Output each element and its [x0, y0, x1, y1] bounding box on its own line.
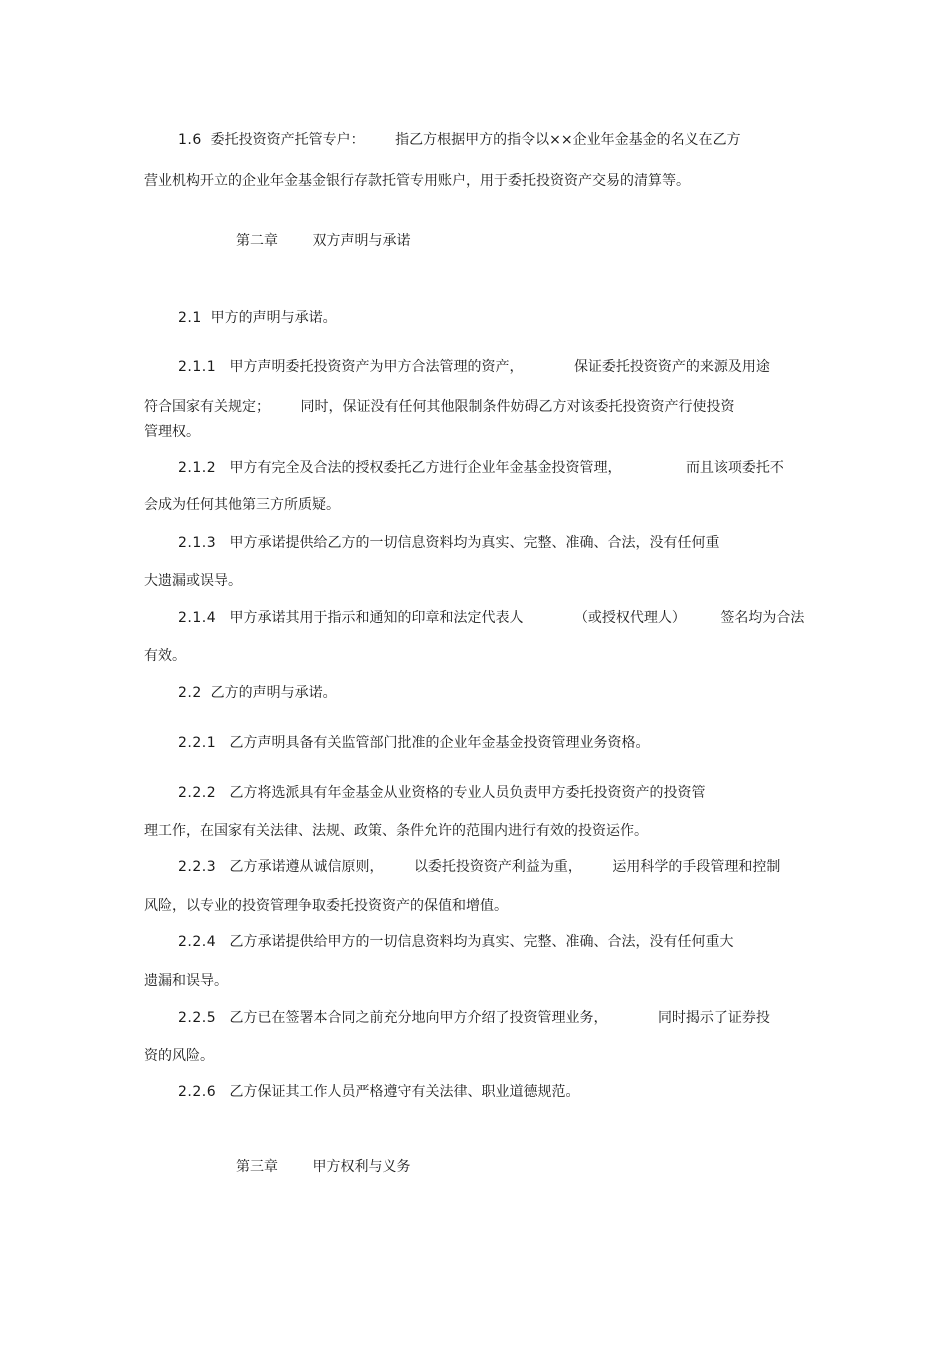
clause-text: 甲方承诺提供给乙方的一切信息资料均为真实、完整、准确、合法，没有任何重: [229, 535, 720, 551]
clause-text: 同时，保证没有任何其他限制条件妨碍乙方对该委托投资资产行使投资: [300, 399, 735, 415]
clause-text: 符合国家有关规定；: [144, 399, 270, 415]
clause-2-2-4-line-1: [178, 933, 733, 951]
clause-number: 2.2.2: [178, 785, 217, 801]
clause-text: 甲方的声明与承诺。: [210, 310, 337, 326]
clause-number: 2.2: [178, 685, 202, 701]
clause-text: 运用科学的手段管理和控制: [612, 859, 781, 875]
clause-text: 而且该项委托不: [685, 460, 784, 476]
clause-2-2-5-line-2: [144, 1047, 214, 1065]
chapter-title: 甲方权利与义务: [312, 1159, 411, 1175]
clause-text: 以委托投资资产利益为重，: [413, 859, 582, 875]
clause-1-6-line-1: [178, 131, 741, 149]
clause-text: 理工作，在国家有关法律、法规、政策、条件允许的范围内进行有效的投资运作。: [144, 823, 648, 839]
clause-text: 指乙方根据甲方的指令以××企业年金基金的名义在乙方: [395, 132, 741, 148]
chapter-title: 双方声明与承诺: [312, 233, 411, 249]
clause-text: 资的风险。: [144, 1048, 214, 1064]
clause-number: 2.2.4: [178, 934, 217, 950]
clause-text: 乙方承诺提供给甲方的一切信息资料均为真实、完整、准确、合法，没有任何重大: [229, 934, 734, 950]
clause-text: 乙方承诺遵从诚信原则，: [229, 859, 384, 875]
clause-2-1-2-line-1: [178, 459, 784, 477]
clause-text: 大遗漏或误导。: [144, 573, 242, 589]
clause-2-1-1-line-2: [144, 398, 734, 416]
clause-2-2-3-line-1: [178, 858, 780, 876]
clause-text: 同时揭示了证券投: [657, 1010, 770, 1026]
clause-2-1-2-line-2: [144, 496, 340, 514]
clause-text: 乙方保证其工作人员严格遵守有关法律、职业道德规范。: [229, 1084, 580, 1100]
clause-2-1-1-line-1: [178, 358, 770, 376]
clause-text: 乙方声明具备有关监管部门批准的企业年金基金投资管理业务资格。: [229, 735, 650, 751]
clause-text: 管理权。: [144, 424, 200, 440]
chapter-3-heading: [236, 1158, 410, 1176]
clause-text: 甲方声明委托投资资产为甲方合法管理的资产，: [229, 359, 524, 375]
clause-number: 2.2.5: [178, 1010, 217, 1026]
clause-text: 风险，以专业的投资管理争取委托投资资产的保值和增值。: [144, 898, 508, 914]
clause-text: 甲方承诺其用于指示和通知的印章和法定代表人: [229, 610, 524, 626]
clause-1-6-line-2: [144, 172, 690, 190]
clause-number: 2.2.1: [178, 735, 217, 751]
chapter-2-heading: [236, 232, 410, 250]
clause-label: 委托投资资产托管专户：: [210, 132, 365, 148]
section-2-1: [178, 309, 337, 327]
clause-2-1-4-line-1: [178, 609, 804, 627]
clause-2-2-5-line-1: [178, 1009, 770, 1027]
clause-text: 乙方已在签署本合同之前充分地向甲方介绍了投资管理业务，: [229, 1010, 608, 1026]
chapter-number: 第二章: [236, 233, 278, 249]
clause-2-1-3-line-2: [144, 572, 242, 590]
clause-text: 保证委托投资资产的来源及用途: [573, 359, 770, 375]
clause-number: 2.1.2: [178, 460, 217, 476]
clause-number: 2.1.1: [178, 359, 217, 375]
clause-text: 营业机构开立的企业年金基金银行存款托管专用账户，用于委托投资资产交易的清算等。: [144, 173, 690, 189]
clause-number: 2.2.6: [178, 1084, 217, 1100]
section-2-2: [178, 684, 337, 702]
clause-number: 1.6: [178, 132, 202, 148]
clause-text: 会成为任何其他第三方所质疑。: [144, 497, 340, 513]
clause-text: （或授权代理人）: [573, 610, 686, 626]
clause-2-2-6: [178, 1083, 579, 1101]
clause-number: 2.1.4: [178, 610, 217, 626]
clause-number: 2.2.3: [178, 859, 217, 875]
clause-2-1-4-line-2: [144, 647, 186, 665]
clause-text: 遗漏和误导。: [144, 973, 228, 989]
clause-text: 签名均为合法: [720, 610, 805, 626]
clause-number: 2.1.3: [178, 535, 217, 551]
clause-text: 甲方有完全及合法的授权委托乙方进行企业年金基金投资管理，: [229, 460, 622, 476]
clause-2-1-3-line-1: [178, 534, 719, 552]
clause-2-2-2-line-1: [178, 784, 705, 802]
clause-2-2-3-line-2: [144, 897, 508, 915]
clause-text: 乙方将选派具有年金基金从业资格的专业人员负责甲方委托投资资产的投资管: [229, 785, 706, 801]
clause-text: 乙方的声明与承诺。: [210, 685, 337, 701]
clause-2-2-2-line-2: [144, 822, 648, 840]
clause-2-2-4-line-2: [144, 972, 228, 990]
clause-2-2-1: [178, 734, 649, 752]
clause-number: 2.1: [178, 310, 202, 326]
clause-2-1-1-line-3: [144, 423, 200, 441]
chapter-number: 第三章: [236, 1159, 278, 1175]
clause-text: 有效。: [144, 648, 186, 664]
